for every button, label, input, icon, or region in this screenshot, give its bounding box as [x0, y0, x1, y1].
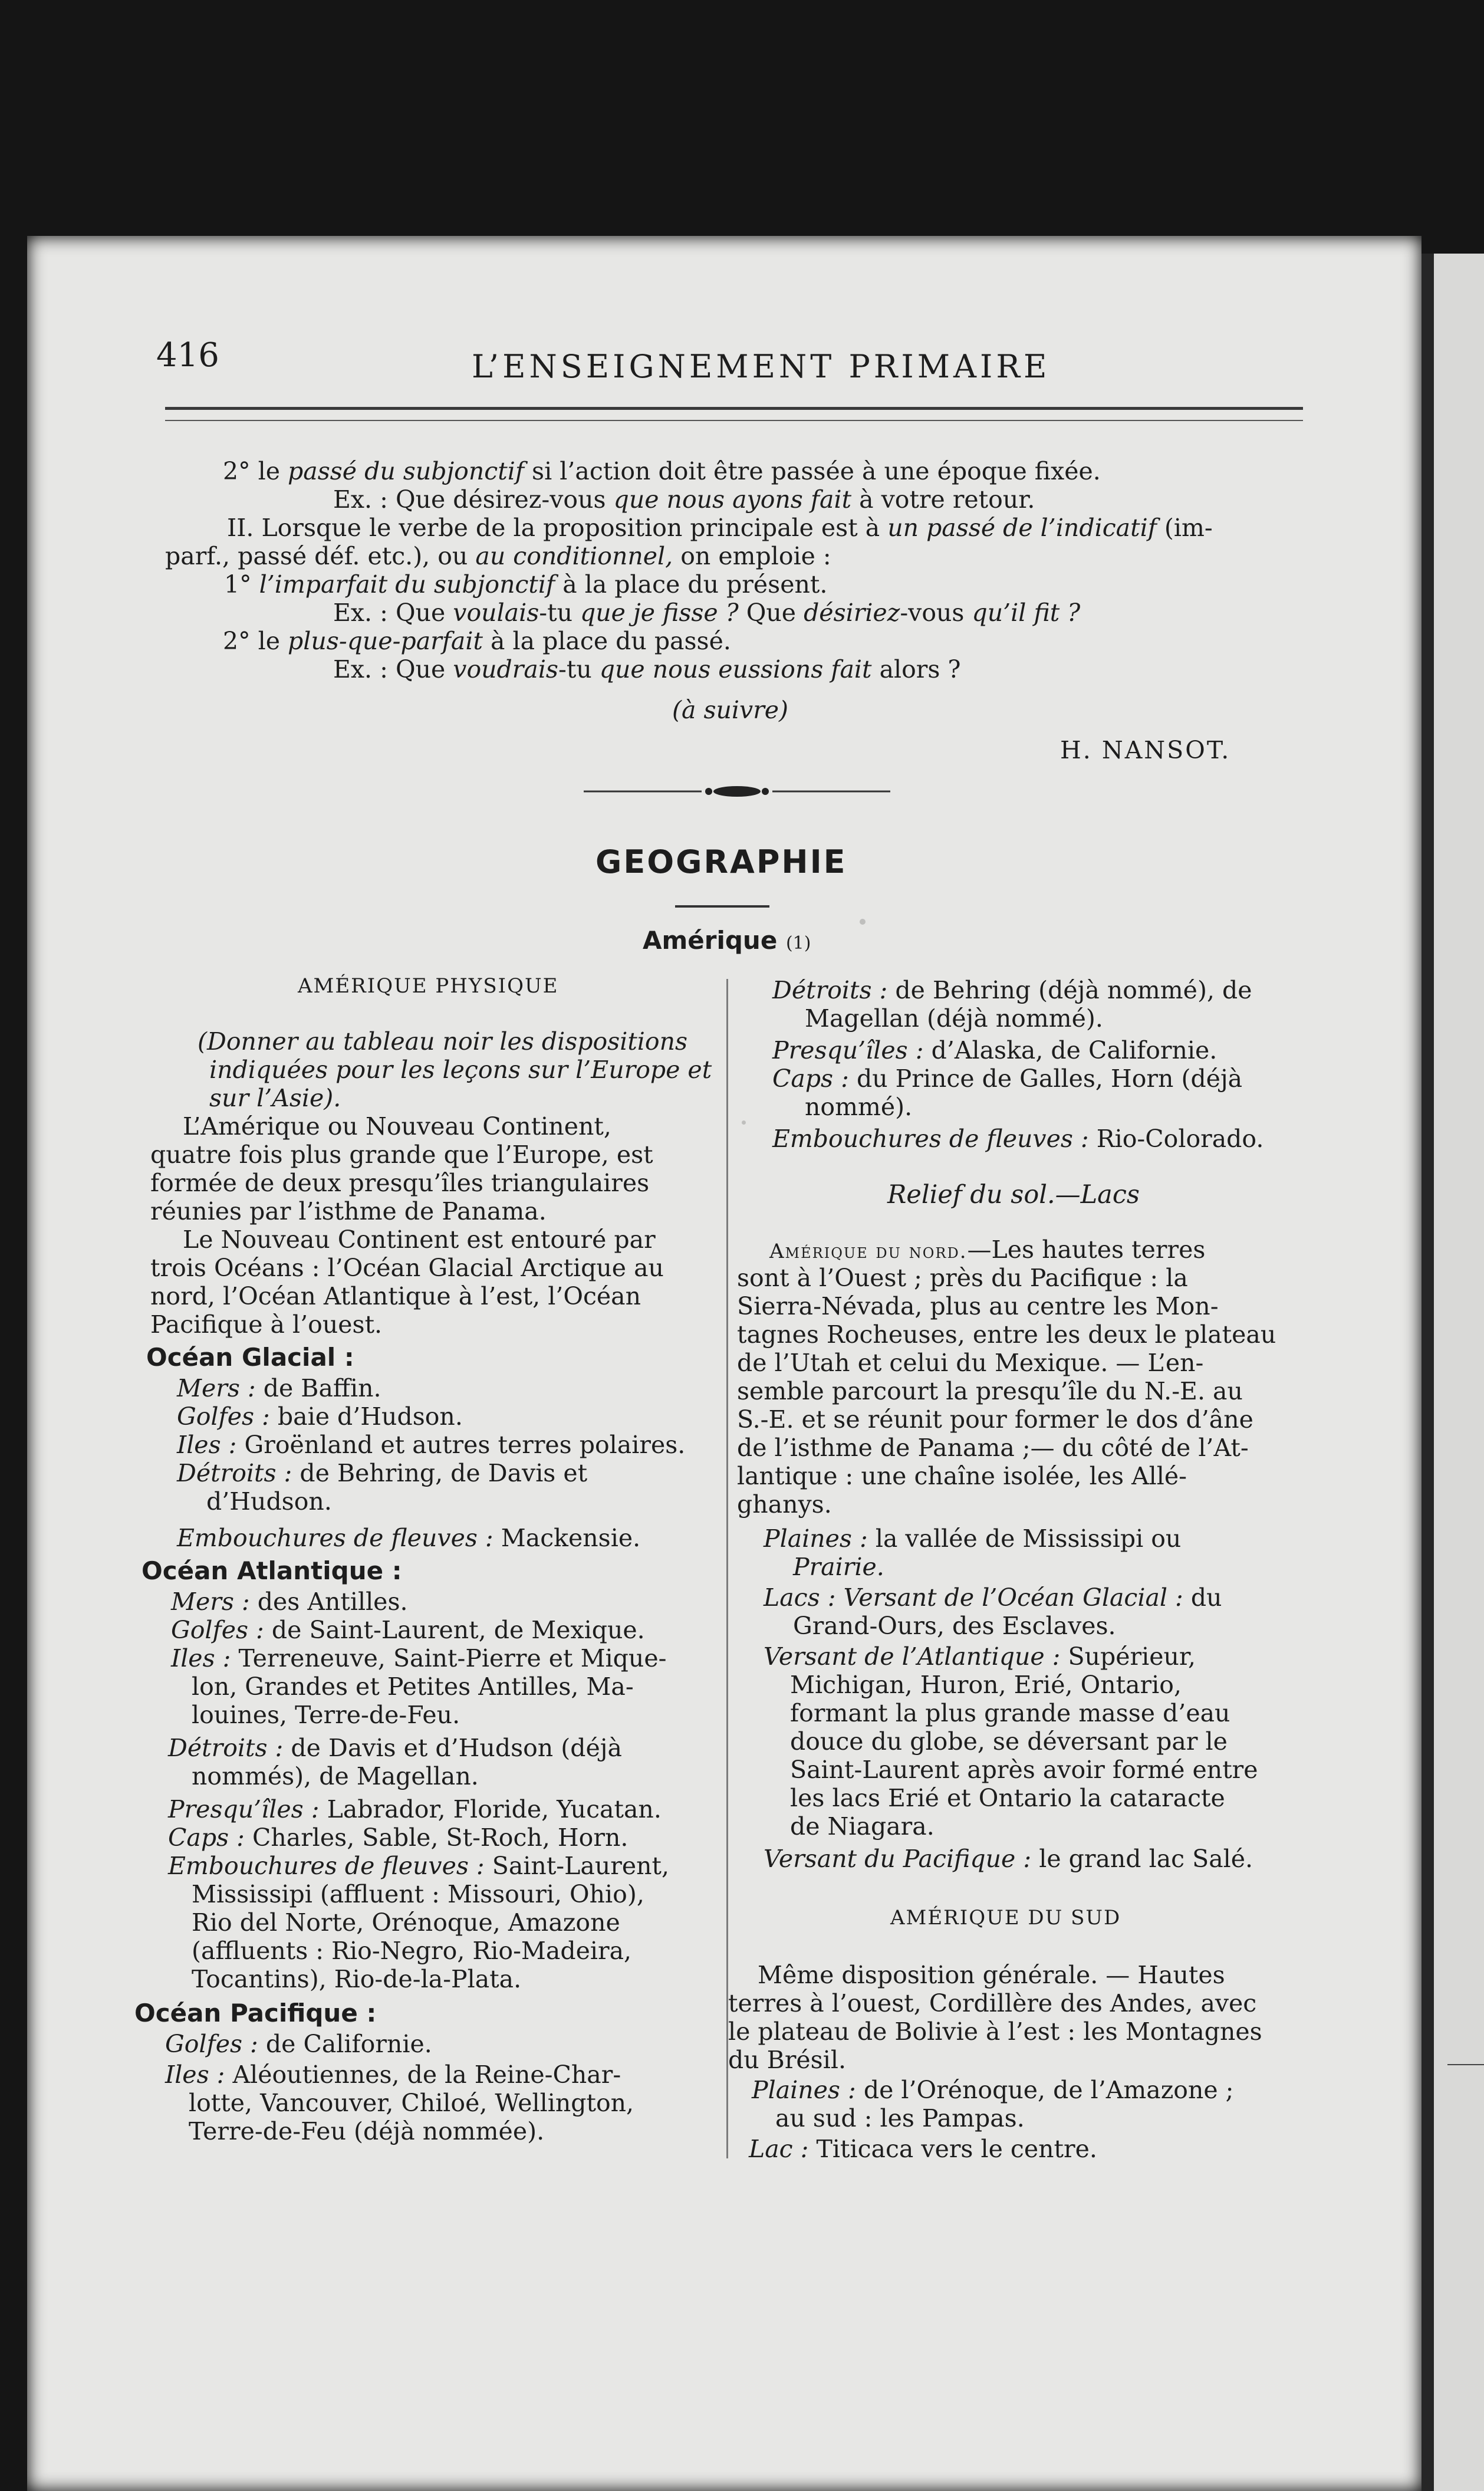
entry-line: Iles : Terreneuve, Saint-Pierre et Mique-: [171, 1644, 667, 1672]
body-line: semble parcourt la presqu’île du N.-E. au: [737, 1377, 1243, 1405]
instruction-line: indiquées pour les leçons sur l’Europe et: [209, 1056, 712, 1084]
facing-page-edge: [1434, 254, 1484, 2491]
body-line: Amérique du nord.—Les hautes terres: [769, 1235, 1206, 1264]
entry-line: Golfes : baie d’Hudson.: [177, 1402, 463, 1431]
body-line: S.-E. et se réunit pour former le dos d’âne: [737, 1405, 1253, 1434]
entry-line: Mers : de Baffin.: [177, 1374, 381, 1402]
entry-line: Mississipi (affluent : Missouri, Ohio),: [192, 1880, 644, 1908]
entry-line: louines, Terre-de-Feu.: [192, 1701, 460, 1729]
body-line: ghanys.: [737, 1490, 832, 1519]
entry-line: formant la plus grande masse d’eau: [790, 1699, 1230, 1727]
instruction-line: (Donner au tableau noir les dispositions: [198, 1027, 688, 1056]
relief-heading: Relief du sol.—Lacs: [887, 1180, 1140, 1210]
body-line: Même disposition générale. — Hautes: [758, 1961, 1225, 1989]
entry-line: Terre-de-Feu (déjà nommée).: [189, 2117, 545, 2145]
entry-line: Détroits : de Davis et d’Hudson (déjà: [168, 1734, 622, 1762]
body-line: de l’isthme de Panama ;— du côté de l’At-: [737, 1434, 1249, 1462]
to-be-continued: (à suivre): [672, 696, 789, 724]
entry-line: Prairie.: [793, 1553, 884, 1581]
entry-line: Iles : Aléoutiennes, de la Reine-Char-: [165, 2061, 621, 2089]
body-line: Pacifique à l’ouest.: [150, 1310, 383, 1339]
entry-line: d’Hudson.: [206, 1487, 332, 1516]
body-line: de l’Utah et celui du Mexique. — L’en-: [737, 1349, 1204, 1377]
entry-line: Golfes : de Saint-Laurent, de Mexique.: [171, 1616, 645, 1644]
entry-line: Versant de l’Atlantique : Supérieur,: [764, 1642, 1196, 1671]
entry-line: Golfes : de Californie.: [165, 2030, 432, 2058]
entry-line: Caps : Charles, Sable, St-Roch, Horn.: [168, 1823, 629, 1852]
body-line: lantique : une chaîne isolée, les Allé-: [737, 1462, 1187, 1490]
entry-line: Magellan (déjà nommé).: [805, 1004, 1103, 1033]
ocean-glacial-heading: Océan Glacial :: [146, 1343, 354, 1372]
body-line: nord, l’Océan Atlantique à l’est, l’Océan: [150, 1282, 641, 1310]
ink-speck: [742, 1120, 746, 1125]
entry-line: Iles : Groënland et autres terres polaires.: [177, 1431, 686, 1459]
entry-line: nommé).: [805, 1093, 913, 1121]
ocean-pacifique-heading: Océan Pacifique :: [134, 1999, 377, 2027]
entry-line: les lacs Erié et Ontario la cataracte: [790, 1784, 1225, 1812]
entry-line: lotte, Vancouver, Chiloé, Wellington,: [189, 2089, 634, 2117]
facing-page-line: [1447, 2064, 1484, 2065]
entry-line: Caps : du Prince de Galles, Horn (déjà: [772, 1064, 1243, 1093]
running-title: L’ENSEIGNEMENT PRIMAIRE: [472, 348, 1051, 385]
body-line: du Brésil.: [728, 2046, 846, 2074]
entry-line: Embouchures de fleuves : Saint-Laurent,: [168, 1852, 669, 1880]
entry-line: (affluents : Rio-Negro, Rio-Madeira,: [192, 1937, 632, 1965]
grammar-line: 2° le plus-que-parfait à la place du passé.: [223, 627, 731, 655]
grammar-line: 2° le passé du subjonctif si l’action doit être passée à une époque fixée.: [223, 457, 1101, 485]
section-title: GEOGRAPHIE: [595, 843, 847, 880]
body-line: L’Amérique ou Nouveau Continent,: [183, 1112, 611, 1141]
lesson-subtitle: Amérique (1): [643, 926, 811, 955]
entry-line: Presqu’îles : Labrador, Floride, Yucatan.: [168, 1795, 662, 1823]
entry-line: Embouchures de fleuves : Rio-Colorado.: [772, 1125, 1264, 1153]
body-line: réunies par l’isthme de Panama.: [150, 1197, 547, 1225]
ink-speck: [860, 919, 866, 925]
entry-line: au sud : les Pampas.: [775, 2104, 1025, 2132]
entry-line: Détroits : de Behring (déjà nommé), de: [772, 976, 1252, 1004]
entry-line: Saint-Laurent après avoir formé entre: [790, 1756, 1258, 1784]
entry-line: douce du globe, se déversant par le: [790, 1727, 1228, 1756]
left-heading: AMÉRIQUE PHYSIQUE: [298, 974, 559, 998]
ornamental-divider: [584, 783, 890, 800]
grammar-line: 1° l’imparfait du subjonctif à la place du présent.: [224, 570, 828, 599]
entry-line: Détroits : de Behring, de Davis et: [177, 1459, 588, 1487]
entry-line: Mers : des Antilles.: [171, 1588, 408, 1616]
body-line: Sierra-Névada, plus au centre les Mon-: [737, 1292, 1219, 1320]
body-line: tagnes Rocheuses, entre les deux le plateau: [737, 1320, 1276, 1349]
body-line: quatre fois plus grande que l’Europe, est: [150, 1141, 653, 1169]
body-line: sont à l’Ouest ; près du Pacifique : la: [737, 1264, 1188, 1292]
grammar-example: Ex. : Que voudrais-tu que nous eussions fait alors ?: [333, 655, 961, 683]
grammar-example: Ex. : Que désirez-vous que nous ayons fait à votre retour.: [333, 485, 1035, 514]
body-line: trois Océans : l’Océan Glacial Arctique au: [150, 1254, 664, 1282]
entry-line: nommés), de Magellan.: [192, 1762, 479, 1790]
ocean-atlantique-heading: Océan Atlantique :: [142, 1556, 402, 1585]
grammar-example: Ex. : Que voulais-tu que je fisse ? Que désiriez-vous qu’il fit ?: [333, 599, 1081, 627]
entry-line: de Niagara.: [790, 1812, 935, 1841]
page-number: 416: [156, 336, 219, 374]
entry-line: Presqu’îles : d’Alaska, de Californie.: [772, 1036, 1218, 1064]
instruction-line: sur l’Asie).: [209, 1084, 341, 1112]
header-rule-thick: [165, 407, 1303, 410]
south-america-heading: AMÉRIQUE DU SUD: [890, 1906, 1121, 1930]
body-line: terres à l’ouest, Cordillère des Andes, avec: [728, 1989, 1257, 2017]
entry-line: Lac : Titicaca vers le centre.: [749, 2135, 1097, 2163]
entry-line: Michigan, Huron, Erié, Ontario,: [790, 1671, 1182, 1699]
header-rule-thin: [165, 420, 1303, 421]
entry-line: Embouchures de fleuves : Mackensie.: [177, 1524, 641, 1552]
entry-line: Lacs : Versant de l’Océan Glacial : du: [764, 1583, 1222, 1612]
entry-line: lon, Grandes et Petites Antilles, Ma-: [192, 1672, 634, 1701]
title-underline: [675, 905, 769, 908]
entry-line: Rio del Norte, Orénoque, Amazone: [192, 1908, 620, 1937]
body-line: Le Nouveau Continent est entouré par: [183, 1225, 656, 1254]
column-divider: [726, 979, 728, 2158]
entry-line: Grand-Ours, des Esclaves.: [793, 1612, 1116, 1640]
body-line: le plateau de Bolivie à l’est : les Montagnes: [728, 2017, 1262, 2046]
entry-line: Plaines : de l’Orénoque, de l’Amazone ;: [752, 2076, 1234, 2104]
grammar-line: parf., passé déf. etc.), ou au conditionnel, on emploie :: [165, 542, 831, 570]
body-line: formée de deux presqu’îles triangulaires: [150, 1169, 650, 1197]
entry-line: Versant du Pacifique : le grand lac Salé.: [764, 1845, 1253, 1873]
author-signature: H. NANSOT.: [1060, 736, 1231, 764]
entry-line: Tocantins), Rio-de-la-Plata.: [192, 1965, 522, 1993]
entry-line: Plaines : la vallée de Mississipi ou: [764, 1524, 1182, 1553]
grammar-line: II. Lorsque le verbe de la proposition principale est à un passé de l’indicatif (im-: [227, 514, 1213, 542]
